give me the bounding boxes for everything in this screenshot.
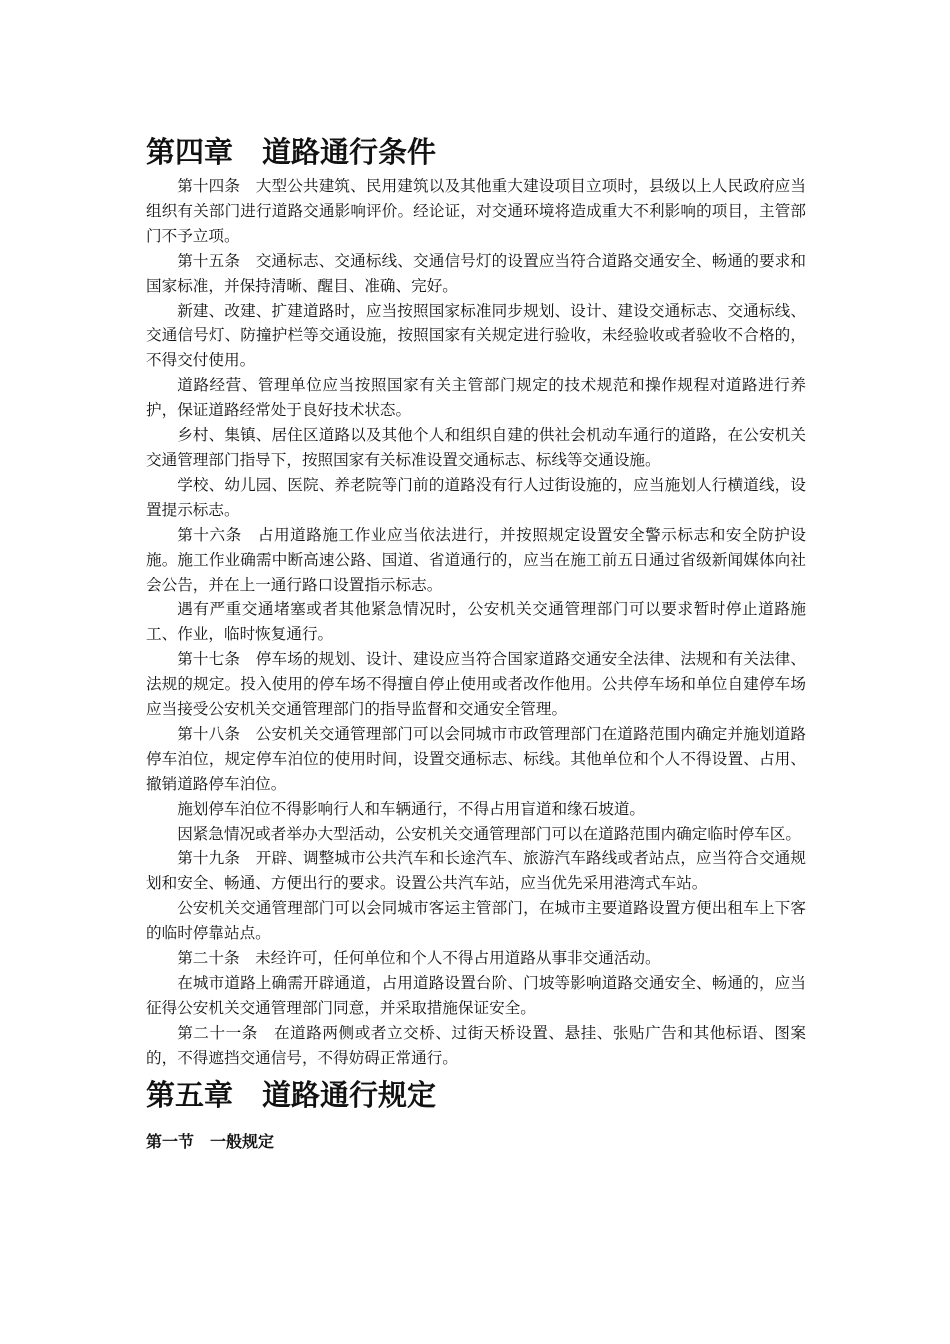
article-16: 第十六条 占用道路施工作业应当依法进行，并按照规定设置安全警示标志和安全防护设施。施工作业确需中断高速公路、国道、省道通行的，应当在施工前五日通过省级新闻媒体向社会公告，并在上一通行路口设置指示标志。 [146, 525, 806, 594]
article-18-para-2: 施划停车泊位不得影响行人和车辆通行，不得占用盲道和缘石坡道。 [177, 799, 646, 818]
article-18: 第十八条 公安机关交通管理部门可以会同城市市政管理部门在道路范围内确定并施划道路停车泊位，规定停车泊位的使用时间，设置交通标志、标线。其他单位和个人不得设置、占用、撤销道路停车泊位。 [146, 724, 806, 793]
article-14: 第十四条 大型公共建筑、民用建筑以及其他重大建设项目立项时，县级以上人民政府应当组织有关部门进行道路交通影响评价。经论证，对交通环境将造成重大不利影响的项目，主管部门不予立项。 [146, 177, 806, 245]
article-15-para-3: 道路经营、管理单位应当按照国家有关主管部门规定的技术规范和操作规程对道路进行养护，保证道路经常处于良好技术状态。 [146, 376, 806, 420]
article-15: 第十五条 交通标志、交通标线、交通信号灯的设置应当符合道路交通安全、畅通的要求和国家标准，并保持清晰、醒目、准确、完好。 [146, 251, 806, 295]
article-17: 第十七条 停车场的规划、设计、建设应当符合国家道路交通安全法律、法规和有关法律、法规的规定。投入使用的停车场不得擅自停止使用或者改作他用。公共停车场和单位自建停车场应当接受公安机关交通管理部门的指导监督和交通安全管理。 [146, 650, 806, 719]
article-15-para-4: 乡村、集镇、居住区道路以及其他个人和组织自建的供社会机动车通行的道路，在公安机关交通管理部门指导下，按照国家有关标准设置交通标志、标线等交通设施。 [146, 426, 806, 469]
article-18-para-3: 因紧急情况或者举办大型活动，公安机关交通管理部门可以在道路范围内确定临时停车区。 [177, 824, 801, 843]
article-21: 第二十一条 在道路两侧或者立交桥、过街天桥设置、悬挂、张贴广告和其他标语、图案的，不得遮挡交通信号，不得妨碍正常通行。 [146, 1023, 806, 1067]
chapter-4-title: 第四章 道路通行条件 [146, 135, 437, 169]
article-20-para-2: 在城市道路上确需开辟通道，占用道路设置台阶、门坡等影响道路交通安全、畅通的，应当征得公安机关交通管理部门同意，并采取措施保证安全。 [146, 974, 806, 1017]
section-1-title: 第一节 一般规定 [146, 1131, 275, 1151]
article-19: 第十九条 开辟、调整城市公共汽车和长途汽车、旅游汽车路线或者站点，应当符合交通规划和安全、畅通、方便出行的要求。设置公共汽车站，应当优先采用港湾式车站。 [146, 849, 806, 893]
document-page [146, 132, 806, 1155]
article-20: 第二十条 未经许可，任何单位和个人不得占用道路从事非交通活动。 [177, 949, 661, 968]
article-19-para-2: 公安机关交通管理部门可以会同城市客运主管部门，在城市主要道路设置方便出租车上下客的临时停靠站点。 [146, 899, 806, 943]
chapter-5-title: 第五章 道路通行规定 [146, 1077, 437, 1112]
article-15-para-2: 新建、改建、扩建道路时，应当按照国家标准同步规划、设计、建设交通标志、交通标线、交通信号灯、防撞护栏等交通设施，按照国家有关规定进行验收，未经验收或者验收不合格的，不得交付使用。 [146, 301, 806, 370]
article-15-para-5: 学校、幼儿园、医院、养老院等门前的道路没有行人过街设施的，应当施划人行横道线，设置提示标志。 [146, 475, 806, 519]
article-16-para-2: 遇有严重交通堵塞或者其他紧急情况时，公安机关交通管理部门可以要求暂时停止道路施工、作业，临时恢复通行。 [146, 600, 806, 644]
